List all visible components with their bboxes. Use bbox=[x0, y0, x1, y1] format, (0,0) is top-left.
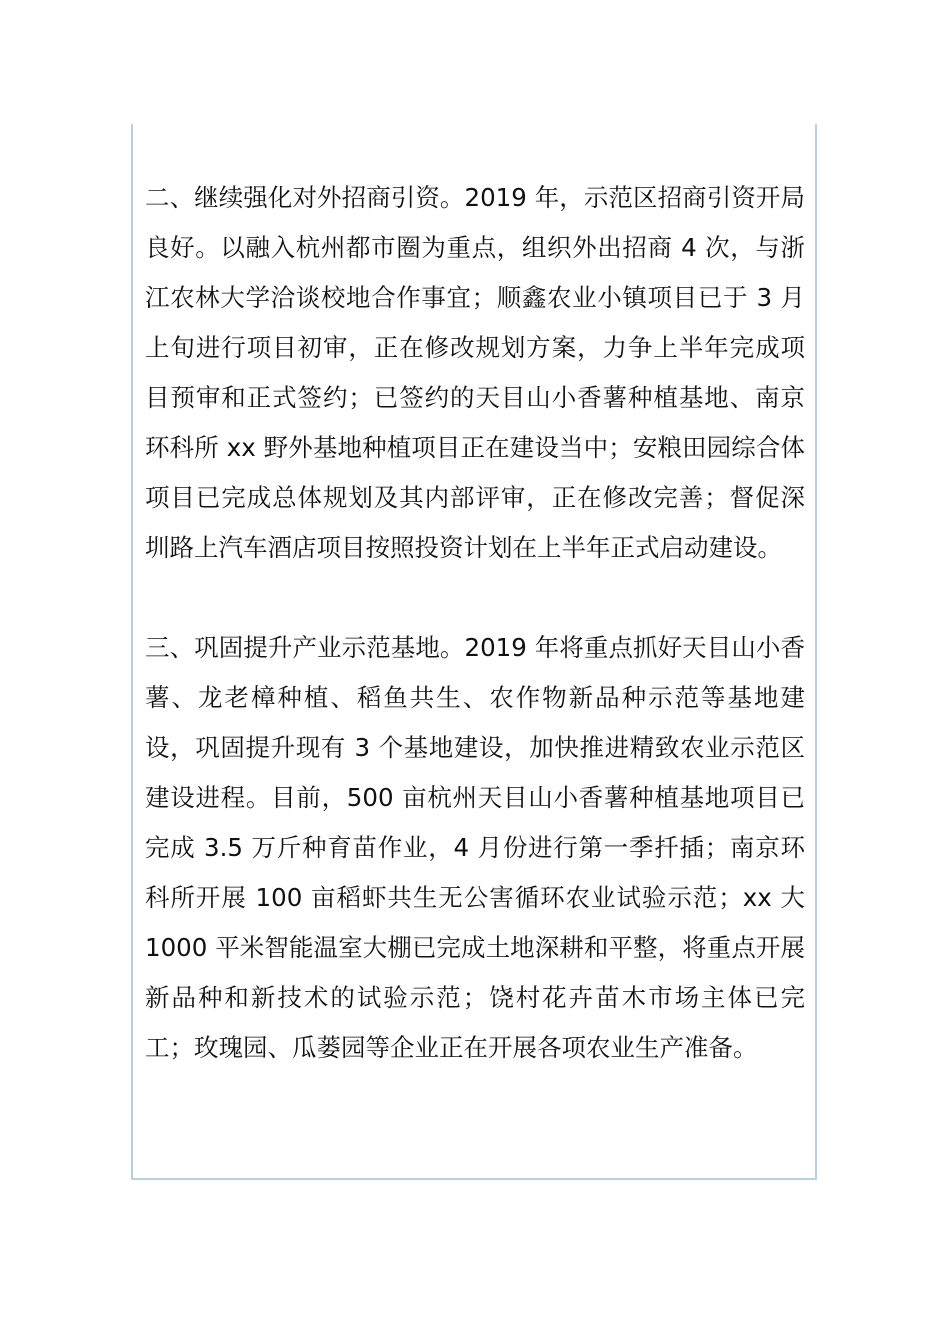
document-body bbox=[145, 173, 805, 1073]
paragraph-investment: 二、继续强化对外招商引资。2019 年，示范区招商引资开局良好。以融入杭州都市圈为重点，组织外出招商 4 次，与浙江农林大学洽谈校地合作事宜；顺鑫农业小镇项目已于 3 月上旬进行项目初审，正在修改规划方案，力争上半年完成项目预审和正式签约；已签约的天目山小香薯种植基地、南京环科所 xx 野外基地种植项目正在建设当中；安粮田园综合体项目已完成总体规划及其内部评审，正在修改完善；督促深圳路上汽车酒店项目按照投资计划在上半年正式启动建设。 bbox=[145, 183, 805, 562]
paragraph-demonstration-base: 三、巩固提升产业示范基地。2019 年将重点抓好天目山小香薯、龙老樟种植、稻鱼共生、农作物新品种示范等基地建设，巩固提升现有 3 个基地建设，加快推进精致农业示范区建设进程。目前，500 亩杭州天目山小香薯种植基地项目已完成 3.5 万斤种育苗作业，4 月份进行第一季扦插；南京环科所开展 100 亩稻虾共生无公害循环农业试验示范；xx 大 1000 平米智能温室大棚已完成土地深耕和平整，将重点开展新品种和新技术的试验示范；饶村花卉苗木市场主体已完工；玫瑰园、瓜蒌园等企业正在开展各项农业生产准备。 bbox=[145, 633, 805, 1062]
